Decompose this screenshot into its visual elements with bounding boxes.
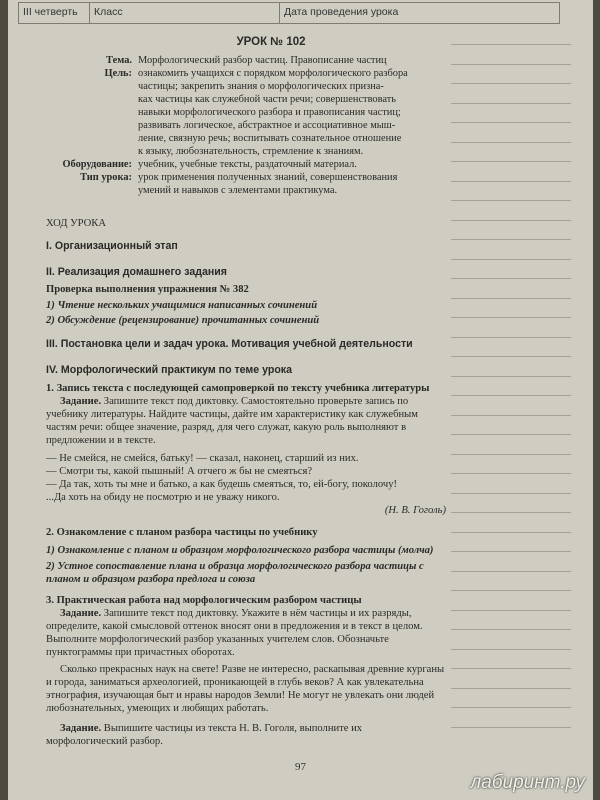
meta-value: урок применения полученных знаний, совершенствования умений и навыков с элементами практикума. xyxy=(138,172,398,196)
course-heading: ХОД УРОКА xyxy=(46,218,106,229)
lesson-content xyxy=(46,36,446,748)
meta-key: Цель: xyxy=(104,68,132,79)
note-line xyxy=(451,220,571,221)
gogol-quote: — Не смейся, не смейся, батьку! — сказал, наконец, старший из них. — Смотри ты, какой пышный! А отчего ж бы не смеяться? — Да так, хоть ты мне и батько, а как будешь смеяться, то, ей-богу, поколочу! ...Да хоть на обиду не посмотрю и не уважу никого. xyxy=(46,453,398,503)
meta-key: Тема. xyxy=(106,55,132,66)
note-line xyxy=(451,103,571,104)
note-line xyxy=(451,259,571,260)
note-line xyxy=(451,571,571,572)
note-line xyxy=(451,415,571,416)
note-line xyxy=(451,668,571,669)
meta-value: Морфологический разбор частиц. Правописание частиц xyxy=(138,55,387,66)
note-line xyxy=(451,356,571,357)
note-line xyxy=(451,454,571,455)
list-item: 1) Ознакомление с планом и образцом морфологического разбора частицы (молча) xyxy=(46,545,434,556)
lesson-header-table xyxy=(18,2,560,24)
note-line xyxy=(451,493,571,494)
note-line xyxy=(451,337,571,338)
note-line xyxy=(451,473,571,474)
note-line xyxy=(451,551,571,552)
page-number: 97 xyxy=(295,761,306,773)
list-item: 1) Чтение нескольких учащимися написанных сочинений xyxy=(46,300,318,311)
note-line xyxy=(451,64,571,65)
note-line xyxy=(451,122,571,123)
task-2-heading: 2. Ознакомление с планом разбора частицы по учебнику xyxy=(46,527,318,538)
task-3-heading: 3. Практическая работа над морфологическим разбором частицы xyxy=(46,595,362,606)
note-line xyxy=(451,200,571,201)
note-line xyxy=(451,532,571,533)
list-item: 2) Устное сопоставление плана и образца морфологического разбора частицы с планом и образцом разбора предлога и союза xyxy=(46,561,424,585)
lesson-title: УРОК № 102 xyxy=(236,36,306,48)
quote-author: (Н. В. Гоголь) xyxy=(384,505,446,516)
note-line xyxy=(451,629,571,630)
note-line xyxy=(451,395,571,396)
section-1: I. Организационный этап xyxy=(46,240,178,252)
note-line xyxy=(451,181,571,182)
meta-value: ознакомить учащихся с порядком морфологического разбора частицы; закрепить знания о морфологических призна- ках частицы как служебной части речи; совершенствовать навыки морфологического разбора и правописания частиц; развивать логическое, абстрактное и ассоциативное мыш- ление, связную речь; воспитывать сознательное отношение к языку, любознательность, стремление к знаниям. xyxy=(138,68,408,157)
meta-key: Тип урока: xyxy=(80,172,132,183)
task-1-heading: 1. Запись текста с последующей самопроверкой по тексту учебника литературы xyxy=(46,383,430,394)
lesson-meta xyxy=(46,54,446,197)
note-line xyxy=(451,610,571,611)
note-line xyxy=(451,44,571,45)
list-item: 2) Обсуждение (рецензирование) прочитанных сочинений xyxy=(46,315,320,326)
section-3: III. Постановка цели и задач урока. Мотивация учебной деятельности xyxy=(46,338,413,350)
section-2: II. Реализация домашнего задания xyxy=(46,266,227,278)
meta-value: учебник, учебные тексты, раздаточный материал. xyxy=(138,159,357,170)
task-1-text: Задание. Запишите текст под диктовку. Самостоятельно проверьте запись по учебнику литературы. Найдите частицы, дайте им характеристику как служебным частям речи: общее значение, разряд, для чего служат, какую роль выполняют в предложении и в тексте. xyxy=(46,396,418,446)
note-line xyxy=(451,83,571,84)
dictation-text: Сколько прекрасных наук на свете! Разве не интересно, раскапывая древние курганы и города, заниматься археологией, проникающей в глубь веков? А как увлекательна этнография, изучающая быт и нравы народов Земли! Не могут не увлекать они людей любознательных, умеющих и любящих работать. xyxy=(46,664,445,714)
meta-key: Оборудование: xyxy=(62,159,132,170)
class-cell: Класс xyxy=(90,3,280,23)
note-line xyxy=(451,317,571,318)
section-4: IV. Морфологический практикум по теме урока xyxy=(46,364,292,376)
date-cell: Дата проведения урока xyxy=(284,6,399,18)
section-2-subheading: Проверка выполнения упражнения № 382 xyxy=(46,284,249,295)
note-line xyxy=(451,688,571,689)
watermark: лабиринт.ру xyxy=(470,772,585,793)
note-line xyxy=(451,590,571,591)
note-line xyxy=(451,161,571,162)
note-line xyxy=(451,142,571,143)
task-3-text: Задание. Запишите текст под диктовку. Укажите в нём частицы и их разряды, определите, какой смысловой оттенок вносят они в предложения и в текст в целом. Выполните морфологический разбор указанных учителем слов. Обозначьте пунктограммы при причастных оборотах. xyxy=(46,608,423,658)
final-task: Задание. Выпишите частицы из текста Н. В. Гоголя, выполните их морфологический разбор. xyxy=(46,723,363,747)
quarter-cell: III четверть xyxy=(19,3,90,23)
note-line xyxy=(451,239,571,240)
note-line xyxy=(451,298,571,299)
note-line xyxy=(451,278,571,279)
note-line xyxy=(451,707,571,708)
note-line xyxy=(451,376,571,377)
note-line xyxy=(451,727,571,728)
book-page xyxy=(8,0,593,800)
note-line xyxy=(451,512,571,513)
note-line xyxy=(451,649,571,650)
note-line xyxy=(451,434,571,435)
